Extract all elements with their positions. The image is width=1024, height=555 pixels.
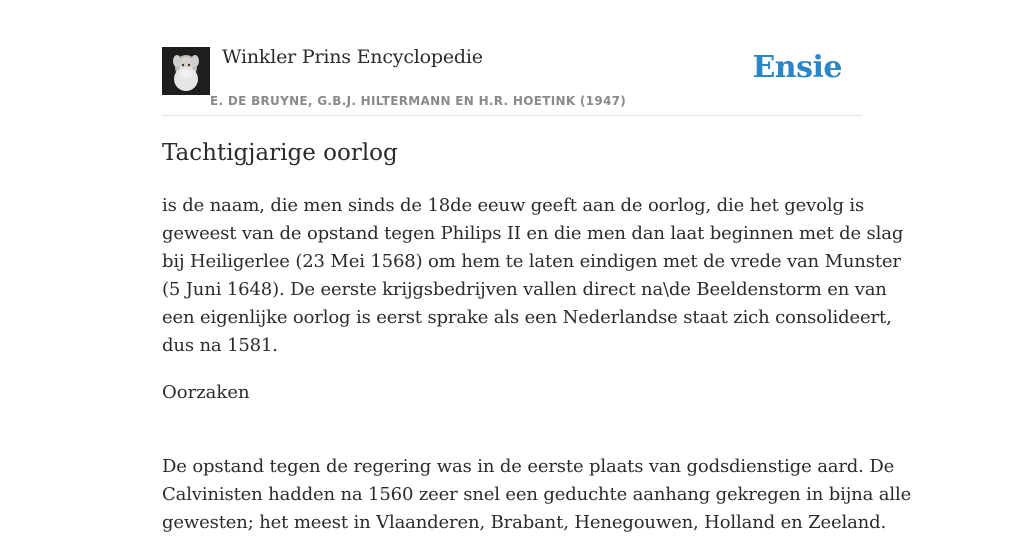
text-line: dus na 1581.: [162, 335, 278, 356]
text-line: De opstand tegen de regering was in de eerste plaats van godsdienstige aard. De: [162, 456, 895, 477]
portrait-icon: [162, 47, 210, 95]
article-container: [162, 0, 912, 533]
text-line: Calvinisten hadden na 1560 zeer snel een geduchte aanhang gekregen in bijna alle: [162, 484, 912, 505]
text-line: gewesten; het meest in Vlaanderen, Brabant, Henegouwen, Holland en Zeeland.: [162, 512, 887, 533]
section-heading: Oorzaken: [162, 382, 250, 403]
text-line: bij Heiligerlee (23 Mei 1568) om hem te laten eindigen met de vrede van Munster: [162, 251, 901, 272]
article-paragraph: [162, 192, 904, 360]
text-line: (5 Juni 1648). De eerste krijgsbedrijven vallen direct na\de Beeldenstorm en van: [162, 279, 887, 300]
text-line: geweest van de opstand tegen Philips II en die men dan laat beginnen met de slag: [162, 223, 904, 244]
text-line: een eigenlijke oorlog is eerst sprake als een Nederlandse staat zich consolideert,: [162, 307, 892, 328]
author-avatar[interactable]: [162, 47, 210, 95]
text-line: is de naam, die men sinds de 18de eeuw geeft aan de oorlog, die het gevolg is: [162, 195, 865, 216]
authors-credit: E. DE BRUYNE, G.B.J. HILTERMANN EN H.R. HOETINK (1947): [210, 94, 627, 108]
brand-logo[interactable]: Ensie: [752, 50, 842, 85]
site-title[interactable]: Winkler Prins Encyclopedie: [222, 46, 483, 68]
article-paragraph-2: [162, 435, 912, 555]
article-title: Tachtigjarige oorlog: [162, 140, 398, 166]
site-header: [162, 0, 862, 116]
